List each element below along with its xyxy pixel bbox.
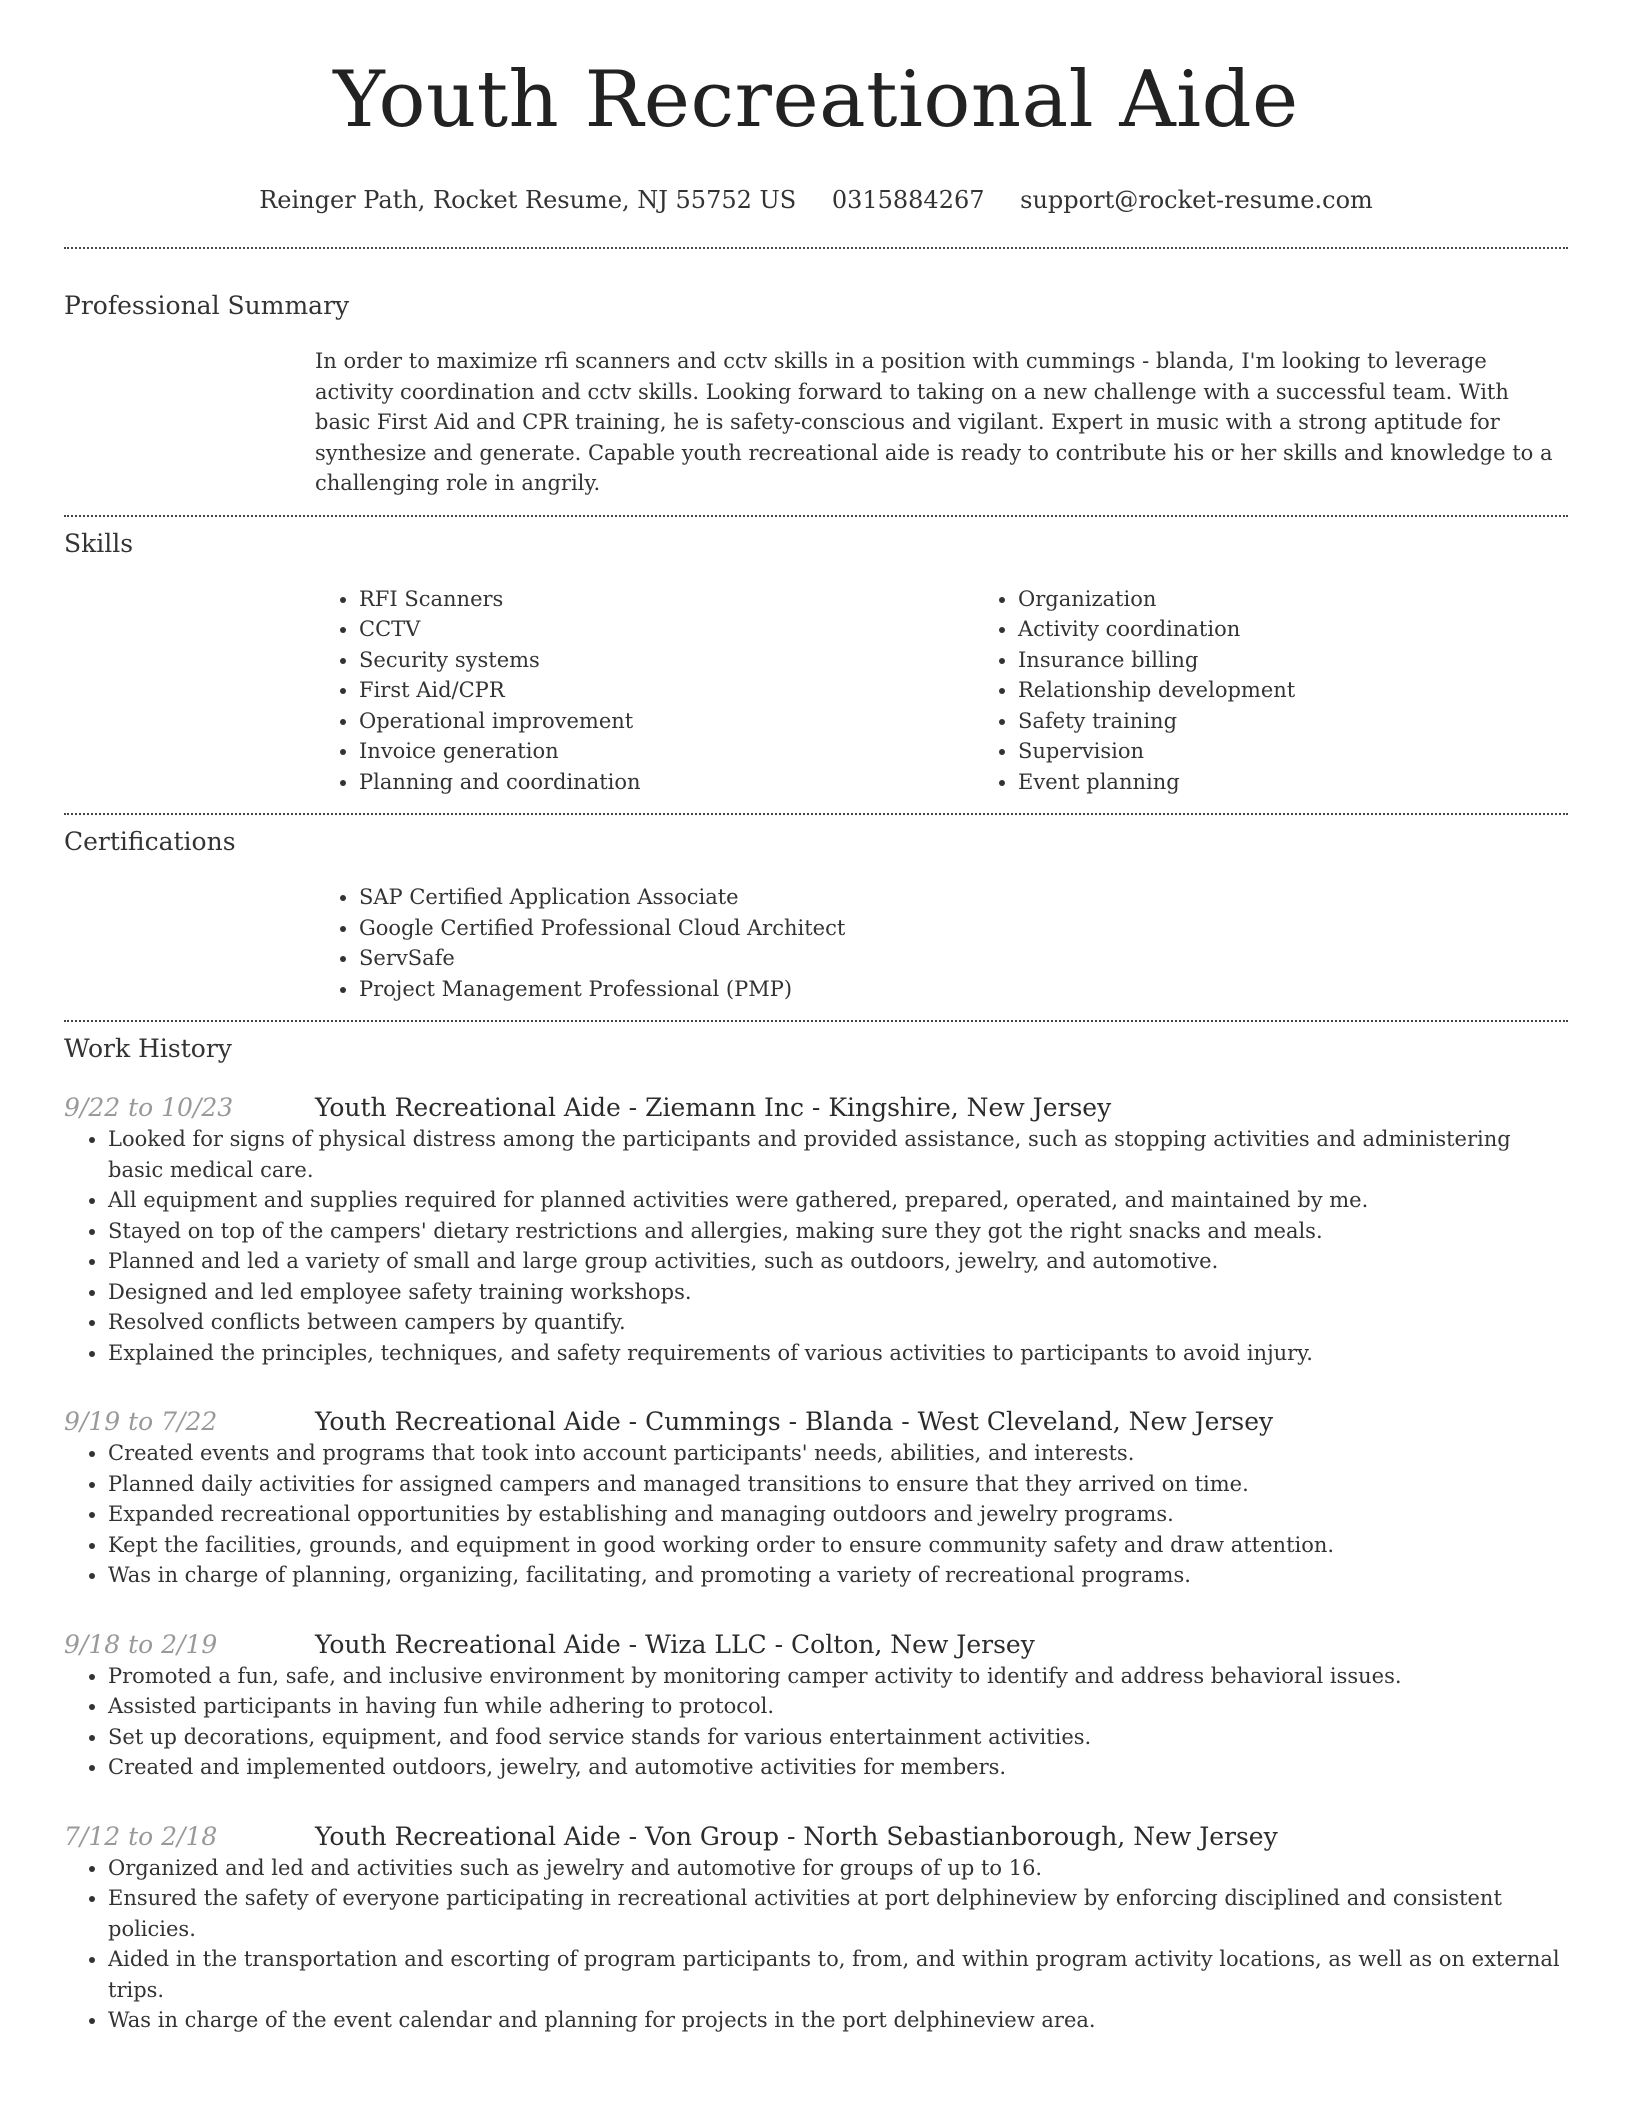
contact-line xyxy=(64,185,1568,215)
section-title-work-history: Work History xyxy=(64,1034,232,1063)
job-entry xyxy=(64,1629,1568,1783)
skill-item: • Operational improvement xyxy=(359,706,974,737)
skill-item: • Insurance billing xyxy=(1018,645,1632,676)
certification-item: • Project Management Professional (PMP) xyxy=(359,974,1568,1005)
skill-item: • Safety training xyxy=(1018,706,1632,737)
job-bullet: • Kept the facilities, grounds, and equipment in good working order to ensure community safety and draw attention. xyxy=(108,1530,1568,1561)
certifications-list xyxy=(315,882,1568,1004)
contact-address: Reinger Path, Rocket Resume, NJ 55752 US xyxy=(259,186,797,214)
job-bullet: • Aided in the transportation and escorting of program participants to, from, and within program activity locations, as well as on external trips. xyxy=(108,1944,1568,2005)
skill-item: • Event planning xyxy=(1018,767,1632,798)
job-heading: Youth Recreational Aide - Ziemann Inc - Kingshire, New Jersey xyxy=(315,1093,1112,1122)
skill-item: • Invoice generation xyxy=(359,736,974,767)
job-bullet: • Created and implemented outdoors, jewelry, and automotive activities for members. xyxy=(108,1752,1568,1783)
divider xyxy=(64,515,1568,517)
job-dates: 9/18 to 2/19 xyxy=(64,1629,218,1659)
job-heading: Youth Recreational Aide - Wiza LLC - Colton, New Jersey xyxy=(315,1629,1035,1659)
job-heading: Youth Recreational Aide - Von Group - North Sebastianborough, New Jersey xyxy=(315,1821,1278,1851)
divider xyxy=(64,1020,1568,1022)
job-bullet: • Looked for signs of physical distress among the participants and provided assistance, such as stopping activities and administering basic medical care. xyxy=(108,1124,1568,1185)
job-bullet: • Designed and led employee safety training workshops. xyxy=(108,1277,1568,1308)
skill-item: • RFI Scanners xyxy=(359,584,974,615)
job-bullet: • Was in charge of planning, organizing, facilitating, and promoting a variety of recreational programs. xyxy=(108,1560,1568,1591)
section-title-skills: Skills xyxy=(64,528,134,558)
skill-item: • CCTV xyxy=(359,614,974,645)
job-entry xyxy=(64,1406,1568,1591)
job-bullet: • Set up decorations, equipment, and food service stands for various entertainment activities. xyxy=(108,1722,1568,1753)
job-bullets xyxy=(64,1438,1568,1591)
contact-email: support@rocket-resume.com xyxy=(1020,186,1373,214)
divider xyxy=(64,813,1568,815)
job-bullet: • Resolved conflicts between campers by quantify. xyxy=(108,1307,1568,1338)
job-bullet: • Planned and led a variety of small and large group activities, such as outdoors, jewelry, and automotive. xyxy=(108,1246,1568,1277)
job-bullet: • Assisted participants in having fun while adhering to protocol. xyxy=(108,1691,1568,1722)
job-bullet: • Created events and programs that took into account participants' needs, abilities, and interests. xyxy=(108,1438,1568,1469)
skill-item: • Organization xyxy=(1018,584,1632,615)
job-heading: Youth Recreational Aide - Cummings - Blanda - West Cleveland, New Jersey xyxy=(315,1407,1274,1436)
skill-item: • Activity coordination xyxy=(1018,614,1632,645)
skill-item: • Supervision xyxy=(1018,736,1632,767)
skills-column-left xyxy=(315,584,974,798)
section-title-certifications: Certifications xyxy=(64,827,236,856)
job-dates: 7/12 to 2/18 xyxy=(64,1821,218,1851)
contact-phone: 0315884267 xyxy=(831,186,985,214)
skill-item: • Security systems xyxy=(359,645,974,676)
divider xyxy=(64,247,1568,249)
job-bullet: • Promoted a fun, safe, and inclusive environment by monitoring camper activity to identify and address behavioral issues. xyxy=(108,1661,1568,1692)
job-dates: 9/22 to 10/23 xyxy=(64,1093,234,1122)
job-dates: 9/19 to 7/22 xyxy=(64,1407,218,1436)
job-bullets xyxy=(64,1853,1568,2036)
job-bullet: • Ensured the safety of everyone participating in recreational activities at port delphineview by enforcing disciplined and consistent policies. xyxy=(108,1883,1568,1944)
resume-page xyxy=(64,0,1568,2036)
job-bullets xyxy=(64,1124,1568,1368)
job-entry xyxy=(64,1092,1568,1368)
job-bullet: • Organized and led and activities such as jewelry and automotive for groups of up to 16. xyxy=(108,1853,1568,1884)
certification-item: • ServSafe xyxy=(359,943,1568,974)
skills-column-right xyxy=(974,584,1632,798)
job-bullet: • Stayed on top of the campers' dietary restrictions and allergies, making sure they got the right snacks and meals. xyxy=(108,1216,1568,1247)
skill-item: • First Aid/CPR xyxy=(359,675,974,706)
job-bullet: • Explained the principles, techniques, and safety requirements of various activities to participants to avoid injury. xyxy=(108,1338,1568,1369)
skills-list xyxy=(315,584,1568,798)
resume-name: Youth Recreational Aide xyxy=(333,55,1299,145)
skill-item: • Relationship development xyxy=(1018,675,1632,706)
section-title-summary: Professional Summary xyxy=(64,291,350,320)
job-bullet: • Expanded recreational opportunities by establishing and managing outdoors and jewelry programs. xyxy=(108,1499,1568,1530)
job-bullet: • Planned daily activities for assigned campers and managed transitions to ensure that they arrived on time. xyxy=(108,1469,1568,1500)
job-entry xyxy=(64,1821,1568,2036)
job-bullet: • All equipment and supplies required for planned activities were gathered, prepared, operated, and maintained by me. xyxy=(108,1185,1568,1216)
summary-text: In order to maximize rfi scanners and cctv skills in a position with cummings - blanda, I'm looking to leverage activity coordination and cctv skills. Looking forward to taking on a new challenge with a successful team. With basic First Aid and CPR training, he is safety-conscious and vigilant. Expert in music with a strong aptitude for synthesize and generate. Capable youth recreational aide is ready to contribute his or her skills and knowledge to a challenging role in angrily. xyxy=(315,349,1553,495)
job-bullets xyxy=(64,1661,1568,1783)
job-bullet: • Was in charge of the event calendar and planning for projects in the port delphineview area. xyxy=(108,2005,1568,2036)
skill-item: • Planning and coordination xyxy=(359,767,974,798)
certification-item: • Google Certified Professional Cloud Architect xyxy=(359,913,1568,944)
certification-item: • SAP Certified Application Associate xyxy=(359,882,1568,913)
